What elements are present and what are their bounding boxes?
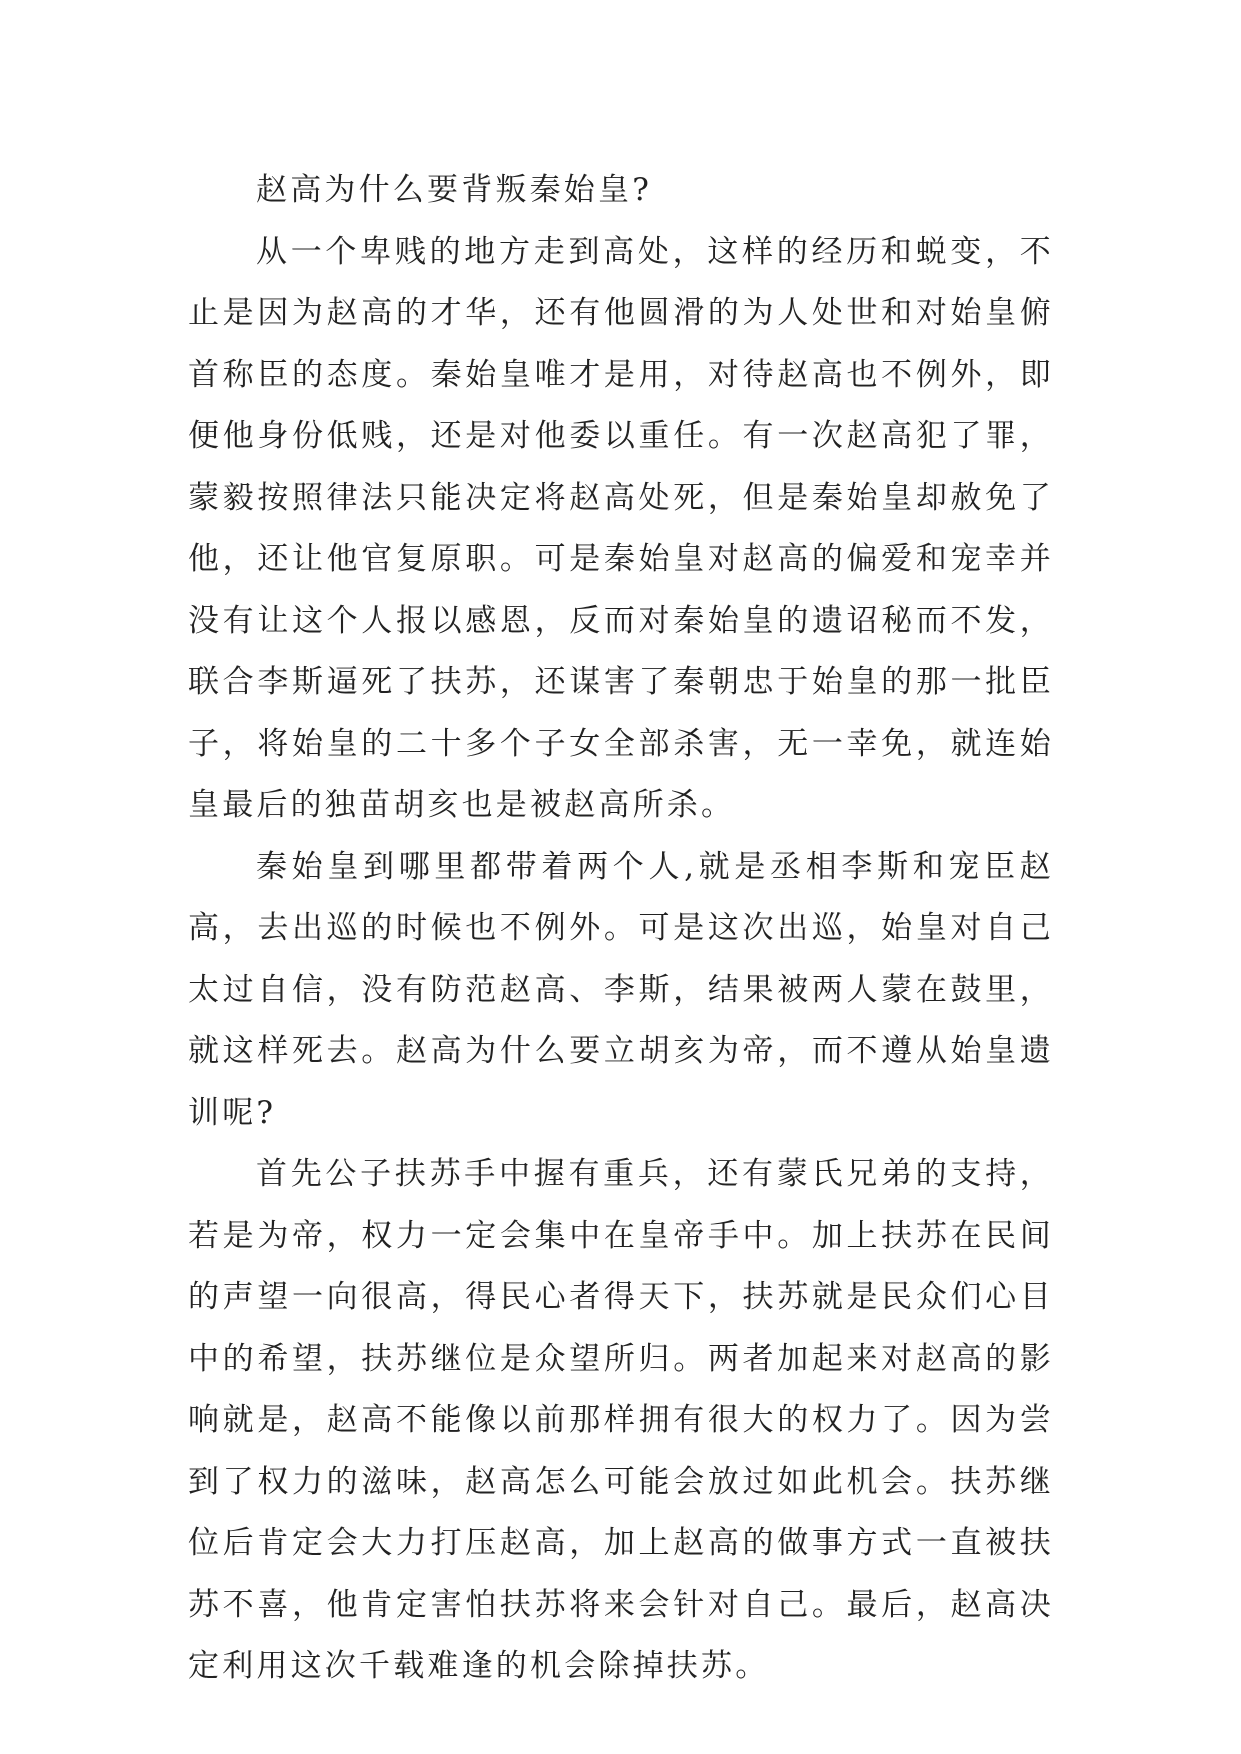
document-body bbox=[188, 160, 1054, 1698]
paragraph-inspection-tour: 秦始皇到哪里都带着两个人,就是丞相李斯和宠臣赵高，去出巡的时候也不例外。可是这次出巡，始皇对自己太过自信，没有防范赵高、李斯，结果被两人蒙在鼓里，就这样死去。赵高为什么要立胡亥为帝，而不遵从始皇遗训呢? bbox=[188, 848, 1054, 1131]
paragraph-title-question: 赵高为什么要背叛秦始皇? bbox=[256, 172, 653, 208]
paragraph-fusu-reasons: 首先公子扶苏手中握有重兵，还有蒙氏兄弟的支持，若是为帝，权力一定会集中在皇帝手中。加上扶苏在民间的声望一向很高，得民心者得天下，扶苏就是民众们心目中的希望，扶苏继位是众望所归。两者加起来对赵高的影响就是，赵高不能像以前那样拥有很大的权力了。因为尝到了权力的滋味，赵高怎么可能会放过如此机会。扶苏继位后肯定会大力打压赵高，加上赵高的做事方式一直被扶苏不喜，他肯定害怕扶苏将来会针对自己。最后，赵高决定利用这次千载难逢的机会除掉扶苏。 bbox=[188, 1156, 1054, 1684]
paragraph-zhao-gao-rise: 从一个卑贱的地方走到高处，这样的经历和蜕变，不止是因为赵高的才华，还有他圆滑的为人处世和对始皇俯首称臣的态度。秦始皇唯才是用，对待赵高也不例外，即便他身份低贱，还是对他委以重任。有一次赵高犯了罪，蒙毅按照律法只能决定将赵高处死，但是秦始皇却赦免了他，还让他官复原职。可是秦始皇对赵高的偏爱和宠幸并没有让这个人报以感恩，反而对秦始皇的遗诏秘而不发，联合李斯逼死了扶苏，还谋害了秦朝忠于始皇的那一批臣子，将始皇的二十多个子女全部杀害，无一幸免，就连始皇最后的独苗胡亥也是被赵高所杀。 bbox=[188, 233, 1054, 823]
